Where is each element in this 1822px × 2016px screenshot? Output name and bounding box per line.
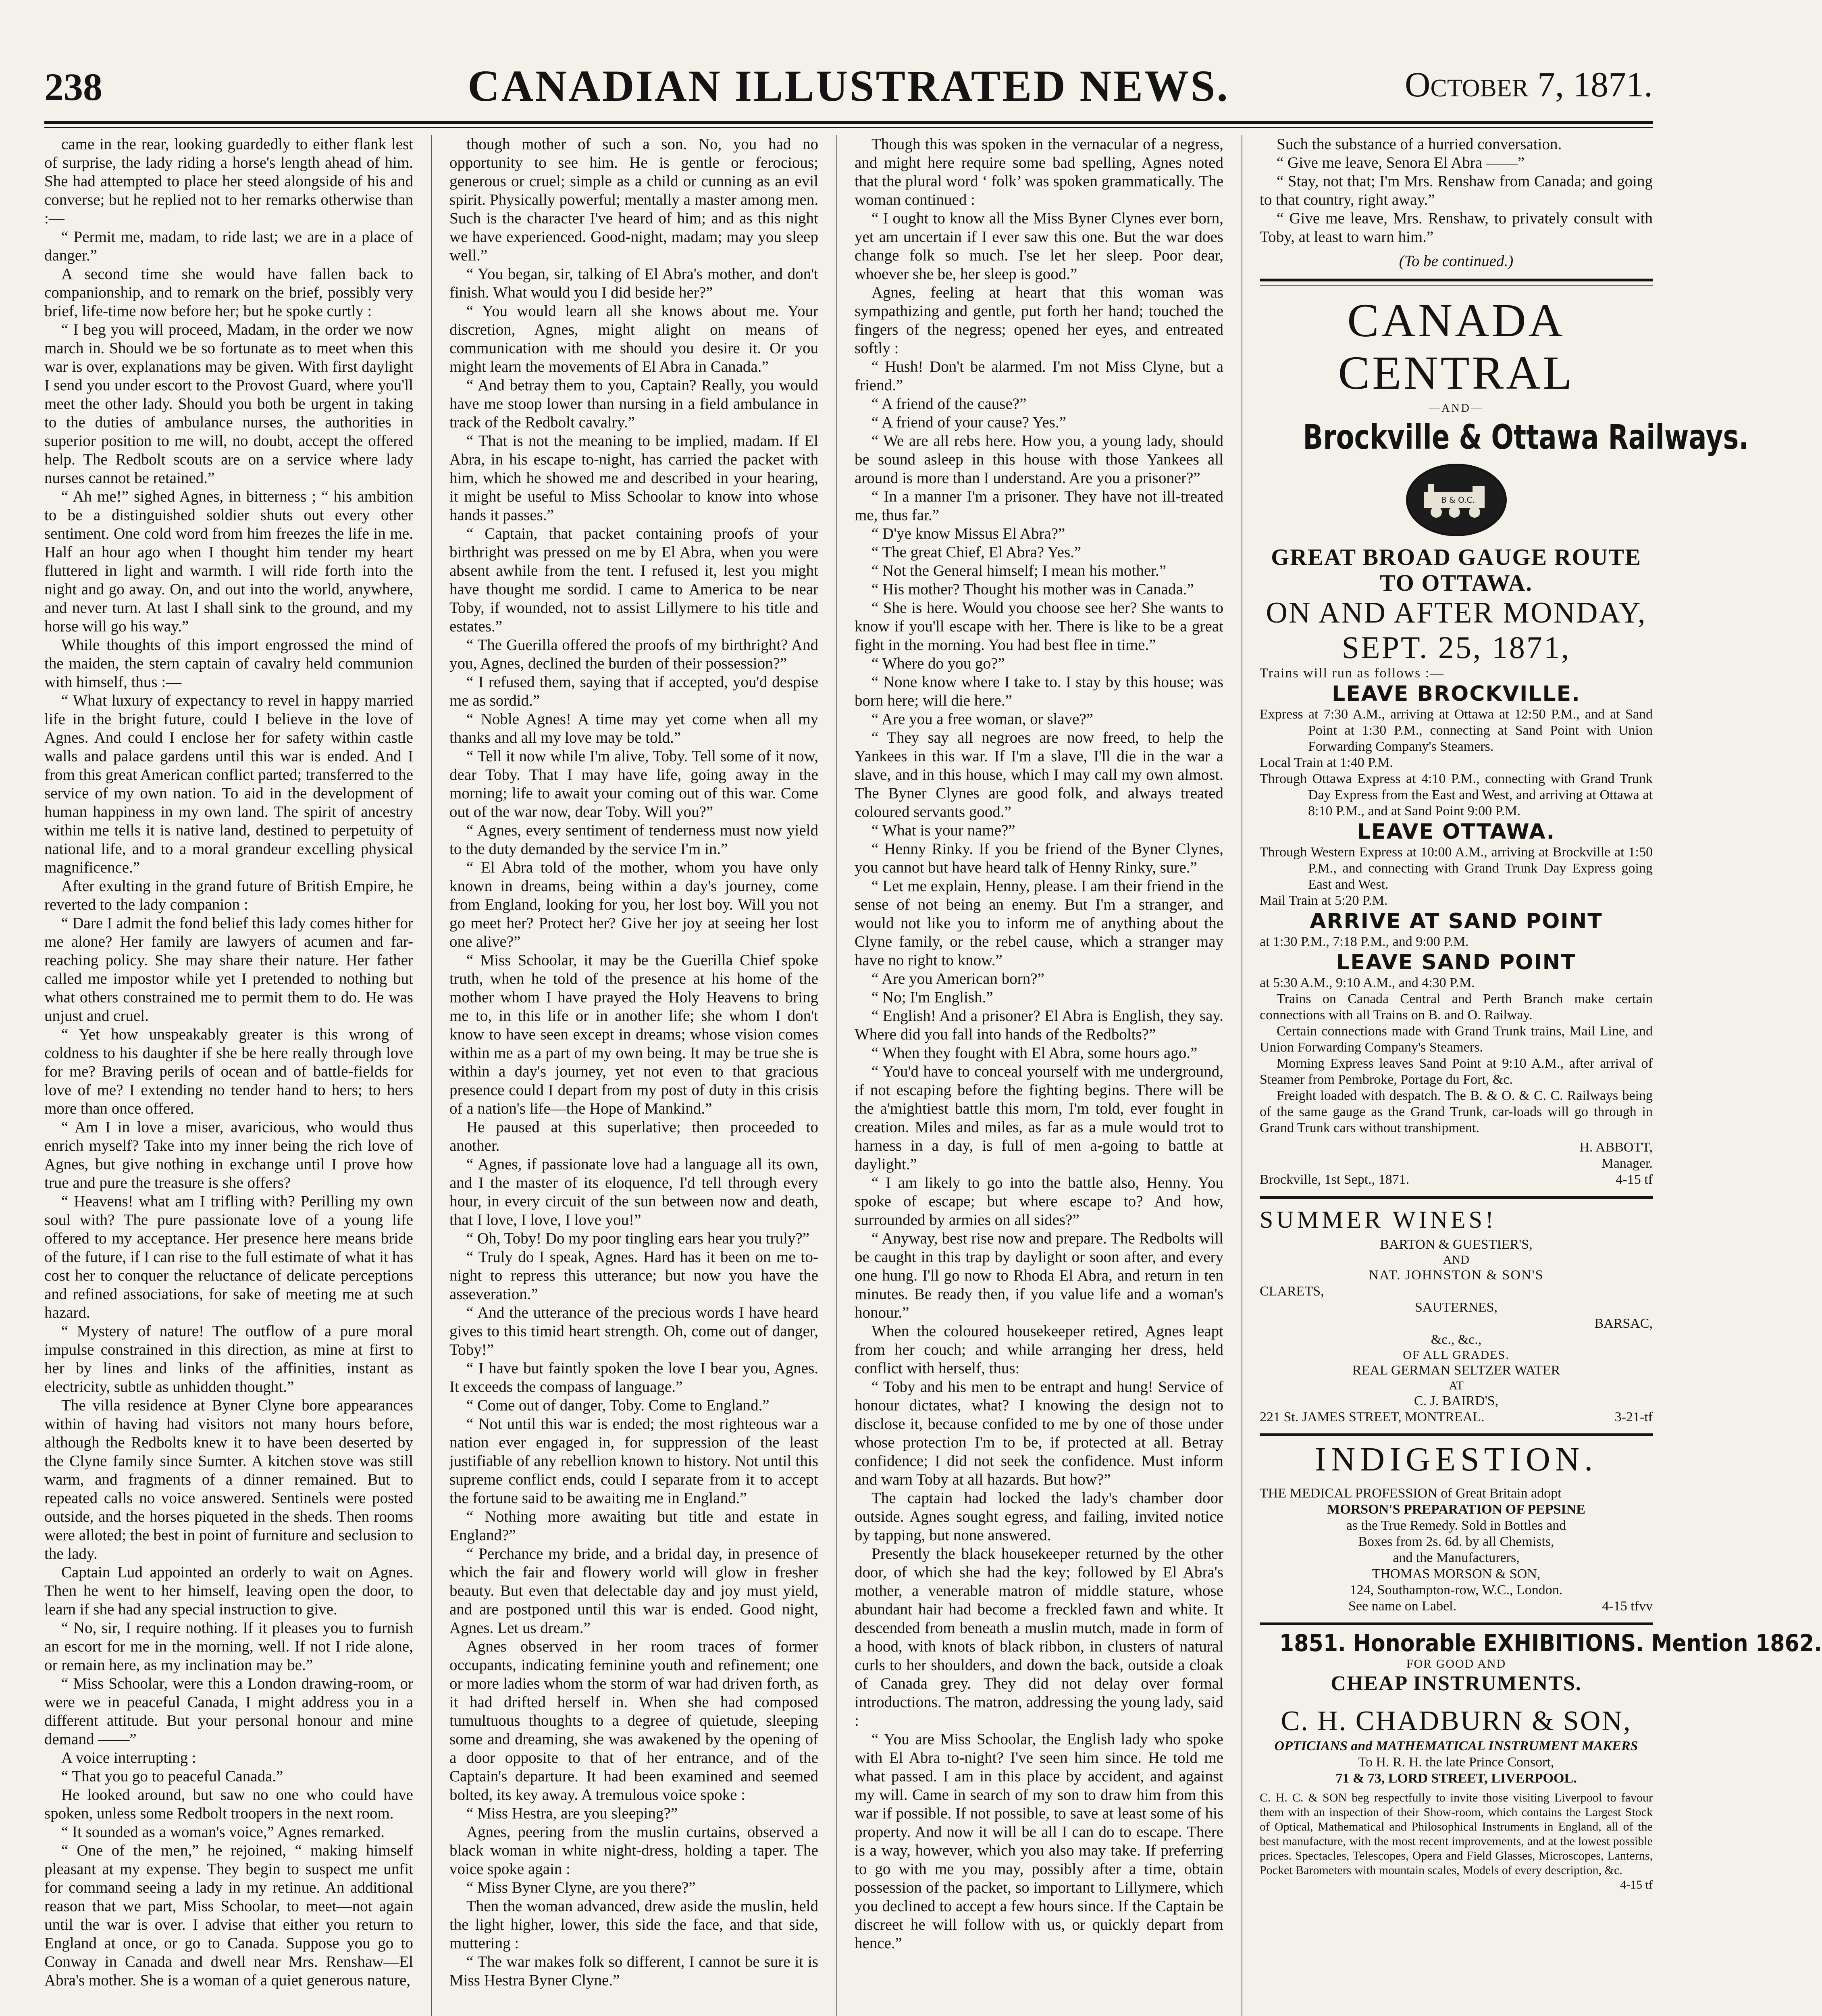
story-paragraph: “ Hush! Don't be alarmed. I'm not Miss Clyne, but a friend.” [855, 358, 1223, 394]
story-paragraph: “ When they fought with El Abra, some hours ago.” [871, 1044, 1198, 1062]
story-paragraph: A voice interrupting : [61, 1749, 196, 1766]
story-paragraph: “ What luxury of expectancy to revel in happy married life in the bright future, could I believe in the love of Agnes. And could I enclose her for safety within castle walls and palace gardens until this war is ended. And I from this great American conflict parted; transferred to the service of my own nation. To aid in the development of human happiness in my own land. The spirit of ancestry within me tells it is native land, destined to perpetuity of national life, and to a moral grandeur excelling physical magnificence.” [44, 692, 413, 876]
story-paragraph: “ That you go to peaceful Canada.” [61, 1768, 283, 1785]
railway-ref: 4-15 tf [1616, 1172, 1653, 1187]
indigestion-title: INDIGESTION. [1315, 1441, 1598, 1478]
story-paragraph: Agnes, peering from the muslin curtains, observed a black woman in white night-dress, holding a taper. The voice spoke again : [449, 1823, 818, 1878]
newspaper-title: CANADIAN ILLUSTRATED NEWS. [468, 61, 1229, 110]
indigestion-line: Boxes from 2s. 6d. by all Chemists, [1358, 1534, 1554, 1549]
to-be-continued: (To be continued.) [1399, 252, 1514, 270]
arrive-sand-point-heading: ARRIVE AT SAND POINT [1310, 909, 1603, 933]
wines-barsac: BARSAC, [1594, 1316, 1653, 1331]
indigestion-line: as the True Remedy. Sold in Bottles and [1346, 1518, 1566, 1533]
story-paragraph: “ Tell it now while I'm alive, Toby. Tell some of it now, dear Toby. That I may have life, going away in the morning; life to await your coming out of this war. Come out of the war now, dear Toby. Will you?” [449, 748, 818, 821]
column-divider [431, 135, 432, 2016]
story-paragraph: A second time she would have fallen back to companionship, and to remark on the brief, possibly very brief, life-time now before her; but he spoke curtly : [44, 265, 413, 320]
railway-note: Morning Express leaves Sand Point at 9:10 A.M., after arrival of Steamer from Pembroke, Portage du Fort, &c. [1260, 1056, 1653, 1087]
story-paragraph: “ You began, sir, talking of El Abra's mother, and don't finish. What would you I did beside her?” [449, 265, 818, 301]
story-paragraph: “ Nothing more awaiting but title and estate in England?” [449, 1508, 818, 1544]
wines-claret: CLARETS, [1260, 1284, 1324, 1299]
wines-at: AT [1449, 1379, 1464, 1392]
story-paragraph: When the coloured housekeeper retired, Agnes leapt from her couch; and while arranging her dress, held conflict with herself, thus: [855, 1322, 1223, 1377]
chadburn-body: C. H. C. & SON beg respectfully to invite those visiting Liverpool to favour them with an inspection of their Show-room, which contains the Largest Stock of Optical, Mathematical and Philosophical Instruments in England, all of the best manufacture, with the most recent improvements, and at the lowest possible prices. Spectacles, Telescopes, Opera and Field Glasses, Microscopes, Lanterns, Pocket Barometers with mountain scales, Models of every description, &c. [1260, 1791, 1653, 1877]
story-paragraph: “ They say all negroes are now freed, to help the Yankees in this war. If I'm a slave, I'll die in the war a slave, and in this house, which I may call my own almost. The Byner Clynes are good folk, and always treated coloured servants good.” [855, 729, 1223, 821]
story-paragraph: “ I ought to know all the Miss Byner Clynes ever born, yet am uncertain if I ever saw this one. But the war does change folk so much. I'se let her sleep. Poor dear, whoever she be, her sleep is good.” [855, 210, 1223, 283]
locomotive-icon [1416, 478, 1497, 522]
wines-address: 221 St. JAMES STREET, MONTREAL. [1260, 1410, 1485, 1425]
railway-signature-title: Manager. [1601, 1156, 1653, 1171]
railway-signature: H. ABBOTT, [1579, 1140, 1653, 1155]
story-paragraph: “ I refused them, saying that if accepted, you'd despise me as sordid.” [449, 673, 818, 709]
wines-title: SUMMER WINES! [1260, 1206, 1497, 1233]
railway-note: Trains on Canada Central and Perth Branch make certain connections with all Trains on B. and O. Railway. [1260, 991, 1653, 1023]
wines-footer [1260, 1409, 1653, 1425]
railway-subtitle: Brockville & Ottawa Railways. [1303, 417, 1749, 457]
story-paragraph: “ Permit me, madam, to ride last; we are in a place of danger.” [44, 228, 413, 264]
story-paragraph: “ The great Chief, El Abra? Yes.” [871, 544, 1082, 561]
chadburn-ref: 4-15 tf [1620, 1878, 1653, 1891]
leave-ottawa-heading: LEAVE OTTAWA. [1357, 820, 1556, 844]
wines-advertisement [1260, 1203, 1653, 1425]
wines-line: BARTON & GUESTIER'S, [1380, 1237, 1533, 1252]
story-paragraph: “ You are Miss Schoolar, the English lady who spoke with El Abra to-night? I've seen him since. He told me what passed. I am in this place by accident, and against my will. Came in search of my son to draw him from this war if possible. If not possible, to save at least some of his property. And now it will be all I can do to escape. There is a way, however, which you also may take. If preferring to go with me you may, possibly after a time, obtain possession of the packet, so important to Lillymere, which you declined to accept a few hours since. If the Captain be discreet he will follow with us, or quickly depart from hence.” [855, 1731, 1223, 1952]
story-paragraph: “ You'd have to conceal yourself with me underground, if not escaping before the fighting begins. There will be the a'mightiest battle this morn, I'm told, ever fought in creation. Miles and miles, as far as a mule would trot to harness in a day, is full of men a-going to battle at daylight.” [855, 1063, 1223, 1173]
arrive-sand-point-times: at 1:30 P.M., 7:18 P.M., and 9:00 P.M. [1260, 934, 1469, 949]
wines-baird: C. J. BAIRD'S, [1414, 1393, 1499, 1408]
timetable-line: Express at 7:30 A.M., arriving at Ottawa at 12:50 P.M., and at Sand Point at 1:30 P.M., connecting at Sand Point with Union Forwarding Company's Steamers. [1260, 707, 1653, 754]
wines-grades: OF ALL GRADES. [1403, 1348, 1510, 1362]
story-paragraph: “ She is here. Would you choose see her? She wants to know if you'll escape with her. There is like to be a great fight in the morning. You had best flee in time.” [855, 599, 1223, 654]
story-paragraph: “ The war makes folk so different, I cannot be sure it is Miss Hestra Byner Clyne.” [449, 1953, 818, 1989]
story-paragraph: “ Henny Rinky. If you be friend of the Byner Clynes, you cannot but have heard talk of Henny Rinky, sure.” [855, 840, 1223, 876]
story-paragraph: “ The Guerilla offered the proofs of my birthright? And you, Agnes, declined the burden of their possession?” [449, 636, 818, 672]
story-paragraph: “ Anyway, best rise now and prepare. The Redbolts will be caught in this trap by daylight or soon after, and every one hung. I'll go now to Rhoda El Abra, and return in ten minutes. Be ready then, if you value life and a woman's honour.” [855, 1230, 1223, 1321]
railway-place-date: Brockville, 1st Sept., 1871. [1260, 1172, 1410, 1187]
wines-and: AND [1443, 1253, 1469, 1266]
story-paragraph: “ Miss Byner Clyne, are you there?” [466, 1879, 696, 1896]
story-paragraph: “ Noble Agnes! A time may yet come when all my thanks and all my love may be told.” [449, 710, 818, 746]
story-paragraph: “ Give me leave, Mrs. Renshaw, to privately consult with Toby, at least to warn him.” [1260, 210, 1653, 246]
story-paragraph: “ Agnes, every sentiment of tenderness must now yield to the duty demanded by the service I'm in.” [449, 822, 818, 858]
story-paragraph: “ A friend of the cause?” [871, 395, 1027, 412]
ad-rule-thin [1260, 285, 1653, 286]
story-paragraph: “ His mother? Thought his mother was in Canada.” [871, 581, 1194, 598]
chadburn-exhibitions: 1851. Honorable EXHIBITIONS. Mention 1862. [1279, 1629, 1822, 1657]
story-paragraph: “ Agnes, if passionate love had a language all its own, and I the master of its eloquence, I'd tell through every hour, in every circuit of the sun between now and death, that I love, I love, I love you!” [449, 1156, 818, 1229]
leave-sand-point-heading: LEAVE SAND POINT [1336, 950, 1576, 975]
wines-sauternes: SAUTERNES, [1415, 1300, 1498, 1315]
story-paragraph: “ I am likely to go into the battle also, Henny. You spoke of escape; but where escape to? And how, surrounded by armies on all sides?” [855, 1174, 1223, 1229]
story-paragraph: “ No; I'm English.” [871, 989, 993, 1006]
railway-note: Freight loaded with despatch. The B. & O. & C. C. Railways being of the same gauge as the Grand Trunk, car-loads will go through in Grand Trunk cars without transhipment. [1260, 1088, 1653, 1135]
story-paragraph: “ Captain, that packet containing proofs of your birthright was pressed on me by El Abra, when you were absent awhile from the tent. I refused it, lest you might have thought me sordid. I came to America to be near Toby, if wounded, not to assist Lillymere to his title and estates.” [449, 525, 818, 635]
story-paragraph: “ Are you a free woman, or slave?” [871, 710, 1094, 728]
story-paragraph: “ Dare I admit the fond belief this lady comes hither for me alone? Her family are lawyers of acumen and far-reaching policy. She may share their nature. Her father called me impostor while yet I pretended to nothing but what others constrained me to permit them to do. He was unjust and cruel. [44, 914, 413, 1025]
story-paragraph: “ D'ye know Missus El Abra?” [871, 525, 1065, 542]
indigestion-line: THE MEDICAL PROFESSION of Great Britain adopt [1260, 1486, 1562, 1501]
wines-line: NAT. JOHNSTON & SON'S [1369, 1268, 1544, 1283]
story-paragraph: “ Stay, not that; I'm Mrs. Renshaw from Canada; and going to that country, right away.” [1260, 173, 1653, 208]
leave-brockville-heading: LEAVE BROCKVILLE. [1332, 682, 1581, 706]
masthead [44, 60, 1653, 117]
issue-date: October 7, 1871. [1404, 65, 1653, 104]
svg-text:B & O.C.: B & O.C. [1441, 495, 1475, 505]
railway-on-and-after: ON AND AFTER MONDAY, [1266, 596, 1647, 629]
story-column-2 [449, 135, 818, 2016]
ad-rule [1260, 1196, 1653, 1199]
story-paragraph: “ Truly do I speak, Agnes. Hard has it been on me to-night to repress this utterance; but now you have the asseveration.” [449, 1248, 818, 1303]
railway-note: Certain connections made with Grand Trunk trains, Mail Line, and Union Forwarding Company's Steamers. [1260, 1024, 1653, 1055]
story-paragraph: Though this was spoken in the vernacular of a negress, and might here require some bad spelling, Agnes noted that the plural word ‘ folk’ was spoken grammatically. The woman continued : [855, 135, 1223, 208]
indigestion-footer [1260, 1598, 1653, 1614]
timetable-line: Through Ottawa Express at 4:10 P.M., connecting with Grand Trunk Day Express from the East and West, and arriving at Ottawa at 8:10 P.M., and at Sand Point 9:00 P.M. [1260, 771, 1653, 818]
story-paragraph: “ A friend of your cause? Yes.” [871, 414, 1067, 431]
railway-and: —AND— [1429, 402, 1484, 414]
story-paragraph: “ El Abra told of the mother, whom you have only known in dreams, being within a day's journey, come from England, looking for you, her lost boy. Will you not go meet her? Protect her? Give her joy at seeing her lost one alive?” [449, 859, 818, 950]
story-paragraph: “ And betray them to you, Captain? Really, you would have me stoop lower than nursing in a field ambulance in track of the Redbolt cavalry.” [449, 377, 818, 431]
story-paragraph: “ I have but faintly spoken the love I bear you, Agnes. It exceeds the compass of language.” [449, 1360, 818, 1395]
story-paragraph: Agnes, feeling at heart that this woman was sympathizing and gentle, put forth her hand; touched the fingers of the negress; opened her eyes, and entreated softly : [855, 284, 1223, 357]
timetable-line: Local Train at 1:40 P.M. [1260, 755, 1393, 770]
wines-ref: 3-21-tf [1614, 1410, 1653, 1425]
chadburn-name: C. H. CHADBURN & SON, [1281, 1706, 1632, 1737]
story-paragraph: “ Not the General himself; I mean his mother.” [871, 562, 1167, 579]
story-paragraph: “ Am I in love a miser, avaricious, who would thus enrich myself? Take into my inner being the rich love of Agnes, but give nothing in exchange until I prove how true and pure the treasure is she offers? [44, 1118, 413, 1191]
ad-rule [1260, 1622, 1653, 1625]
story-column-1 [44, 135, 413, 2016]
story-paragraph: After exulting in the grand future of British Empire, he reverted to the lady companion : [44, 877, 413, 913]
railway-advertisement [1260, 294, 1749, 1188]
column-divider [836, 135, 837, 2016]
story-paragraph: “ That is not the meaning to be implied, madam. If El Abra, in his escape to-night, has carried the packet with him, which he showed me and described in your hearing, it might be useful to Miss Schoolar to know into whose hands it passes.” [449, 432, 818, 524]
story-paragraph: The captain had locked the lady's chamber door outside. Agnes sought egress, and failing, invited notice by tapping, but none answered. [855, 1489, 1223, 1544]
wines-etc: &c., &c., [1431, 1332, 1482, 1347]
story-ending [1260, 135, 1653, 271]
story-paragraph: Presently the black housekeeper returned by the other door, of which she had the key; followed by El Abra's mother, a venerable matron of middle stature, whose abundant hair had become a freckled fawn and white. It descended from beneath a muslin mutch, made in form of a hood, with knots of black ribbon, in clusters of natural curls to her shoulders, and down the back, outside a cloak of Canada grey. They did not delay over formal introductions. The matron, addressing the young lady, said : [855, 1545, 1223, 1729]
story-paragraph: “ It sounded as a woman's voice,” Agnes remarked. [61, 1823, 385, 1841]
story-paragraph: “ And the utterance of the precious words I have heard gives to this timid heart strength. Oh, come out of danger, Toby!” [449, 1304, 818, 1358]
story-paragraph: “ Yet how unspeakably greater is this wrong of coldness to his daughter if she be here really through love for me? Braving perils of ocean and of battle-fields for love of me? I extending no tender hand to hers; to hers more than once offered. [44, 1026, 413, 1117]
wines-seltzer: REAL GERMAN SELTZER WATER [1352, 1363, 1560, 1378]
story-paragraph: though mother of such a son. No, you had no opportunity to see him. He is gentle or ferocious; generous or cruel; simple as a child or cunning as an evil spirit. Physically powerful; mentally a master among men. Such is the character I've heard of him; and as this night we have experienced. Good-night, madam; may you sleep well.” [449, 135, 818, 264]
story-paragraph: Agnes observed in her room traces of former occupants, indicating feminine youth and refinement; one or more ladies whom the storm of war had driven forth, as it had drifted herself in. When she had composed tumultuous thoughts to a degree of quietude, sleeping some and dreaming, she was awakened by the opening of a door opposite to that of her entrance, and of the Captain's departure. It had been examined and seemed bolted, its key away. A tremulous voice spoke : [449, 1638, 818, 1804]
masthead-rule [44, 121, 1653, 124]
story-paragraph: came in the rear, looking guardedly to either flank lest of surprise, the lady riding a horse's length ahead of him. She had attempted to place her steed alongside of his and converse; but he replied not to her remarks otherwise than :— [44, 135, 413, 227]
railway-route: GREAT BROAD GAUGE ROUTE TO OTTAWA. [1271, 544, 1641, 596]
story-paragraph: “ Ah me!” sighed Agnes, in bitterness ; “ his ambition to be a distinguished soldier shuts out every other sentiment. One cold word from him freezes the life in me. Half an hour ago when I thought him tender my heart fluttered in light and warmth. I will ride forth into the night and go away. On, and out into the world, anywhere, and never turn. At last I shall sink to the ground, and my horse will go his way.” [44, 488, 413, 635]
masthead-rule-thin [44, 127, 1653, 128]
story-paragraph: He looked around, but saw no one who could have spoken, unless some Redbolt troopers in the next room. [44, 1786, 413, 1822]
story-paragraph: “ I beg you will proceed, Madam, in the order we now march in. Should we be so fortunate as to meet when this war is over, explanations may be given. With first daylight I send you under escort to the Provost Guard, where you'll meet the other lady. Should you both be urgent in taking to the duties of ambulance nurses, the authorities in superior position to me will, no doubt, accept the offered help. The Redbolt scouts are on a service where lady nurses cannot be retained.” [44, 321, 413, 487]
timetable-line: Through Western Express at 10:00 A.M., arriving at Brockville at 1:50 P.M., and connecting with Grand Trunk Day Express going East and West. [1260, 845, 1653, 892]
story-paragraph: “ No, sir, I require nothing. If it pleases you to furnish an escort for me in the morning, well. If not I ride alone, or remain here, as my inclination may be.” [44, 1619, 413, 1674]
indigestion-label-note: See name on Label. [1348, 1599, 1457, 1614]
chadburn-royal: To H. R. H. the late Prince Consort, [1358, 1755, 1554, 1770]
story-paragraph: “ Give me leave, Senora El Abra ——” [1277, 154, 1525, 171]
story-and-ads-column [1260, 135, 1822, 2016]
story-paragraph: “ Miss Schoolar, were this a London drawing-room, or were we in peaceful Canada, I might address you in a different attitude. But your personal honour and mine demand ——” [44, 1675, 413, 1748]
story-paragraph: “ None know where I take to. I stay by this house; was born here; will die here.” [855, 673, 1223, 709]
story-paragraph: “ Toby and his men to be entrapt and hung! Service of honour dictates, what? I knowing the design not to disclose it, because confided to me by one of those under whose protection I'm to be, if protected at all. Betray confidence; I did not seek the confidence. Must inform and warn Toby at all hazards. But how?” [855, 1378, 1223, 1488]
page-number: 238 [44, 65, 102, 108]
chadburn-trade: OPTICIANS and MATHEMATICAL INSTRUMENT MAKERS [1274, 1739, 1638, 1754]
story-paragraph: “ Miss Hestra, are you sleeping?” [466, 1805, 678, 1822]
story-paragraph: “ Heavens! what am I trifling with? Perilling my own soul with? The pure passionate love of a young life offered to my acceptance. Her presence here means bride of the future, if I can rise to the full estimate of what it has cost her to conquer the reluctance of delicate perceptions and refined associations, for sake of meeting me at such hazard. [44, 1193, 413, 1321]
story-paragraph: “ English! And a prisoner? El Abra is English, they say. Where did you fall into hands of the Redbolts?” [855, 1007, 1223, 1043]
story-paragraph: “ What is your name?” [871, 822, 1015, 839]
story-paragraph: “ Are you American born?” [871, 970, 1044, 987]
railway-trains-note: Trains will run as follows :— [1260, 666, 1445, 681]
chadburn-address: 71 & 73, LORD STREET, LIVERPOOL. [1335, 1771, 1577, 1786]
timetable-line: Mail Train at 5:20 P.M. [1260, 893, 1388, 908]
story-paragraph: “ Miss Schoolar, it may be the Guerilla Chief spoke truth, when he told of the presence at his home of the mother whom I have prayed the Holy Heavens to bring me to, in this life or in another life; she whom I don't know to have seen except in dreams; whose vision comes within me as a part of my own being. It may be true she is within a day's journey, yet not even to that gracious presence could I depart from my post of duty in this crisis of a nation's life—the Hope of Mankind.” [449, 952, 818, 1117]
railway-start-date: SEPT. 25, 1871, [1342, 630, 1571, 665]
story-paragraph: The villa residence at Byner Clyne bore appearances within of having had visitors not many hours before, although the Redbolts knew it to have been deserted by the Clyne family since Sumter. A kitchen stove was still warm, and fragments of a dinner remained. But to repeated calls no voice answered. Sentinels were posted outside, and the horses piqueted in the sheds. Then rooms were alloted; the best in point of furniture and seclusion to the lady. [44, 1397, 413, 1562]
story-paragraph: “ One of the men,” he rejoined, “ making himself pleasant at my expense. They begin to suspect me unfit for command seeing a lady in my retinue. An additional reason that we part, Miss Schoolar, to meet—not again until the war is over. I advise that either you return to England at once, or go to Canada. Suppose you go to Conway in Canada and dwell near Mrs. Renshaw—El Abra's mother. She is a woman of a quiet generous nature, [44, 1842, 413, 1989]
story-paragraph: Captain Lud appointed an orderly to wait on Agnes. Then he went to her himself, leaving open the door, to learn if she had any special instruction to give. [44, 1564, 413, 1618]
story-paragraph: “ Mystery of nature! The outflow of a pure moral impulse constrained in this direction, as mine at first to her by lines and links of the affinities, instant as electricity, subtle as unhidden thought.” [44, 1322, 413, 1395]
indigestion-maker: THOMAS MORSON & SON, [1372, 1566, 1541, 1581]
story-paragraph: Such the substance of a hurried conversation. [1277, 135, 1562, 153]
chadburn-advertisement [1260, 1629, 1822, 1892]
railway-footer [1260, 1172, 1653, 1188]
leave-sand-point-times: at 5:30 A.M., 9:10 A.M., and 4:30 P.M. [1260, 975, 1475, 990]
story-paragraph: Then the woman advanced, drew aside the muslin, held the light higher, lower, this side the face, and that side, muttering : [449, 1897, 818, 1952]
story-paragraph: “ Not until this war is ended; the most righteous war a nation ever engaged in, for suppression of the least justifiable of any rebellion known to history. Not until this supreme conflict ends, could I separate from it to accept the fortune said to be awaiting me in England.” [449, 1415, 818, 1507]
story-paragraph: “ Come out of danger, Toby. Come to England.” [466, 1397, 770, 1414]
story-paragraph: “ You would learn all she knows about me. Your discretion, Agnes, might alight on means of communication with me should you desire it. Or you might learn the movements of El Abra in Canada.” [449, 302, 818, 375]
indigestion-address: 124, Southampton-row, W.C., London. [1350, 1583, 1563, 1597]
ad-rule [1260, 1433, 1653, 1436]
story-column-3 [855, 135, 1223, 2016]
chadburn-cheap: CHEAP INSTRUMENTS. [1331, 1672, 1582, 1695]
ad-rule [1260, 279, 1653, 281]
railway-title: CANADA CENTRAL [1338, 294, 1574, 399]
indigestion-product: MORSON'S PREPARATION OF PEPSINE [1327, 1502, 1585, 1517]
story-paragraph: “ We are all rebs here. How you, a young lady, should be sound asleep in this house with those Yankees all around is more than I understand. Are you a prisoner?” [855, 432, 1223, 487]
story-paragraph: “ Perchance my bride, and a bridal day, in presence of which the fair and flowery world will glow in fresher beauty. But even that delectable day and joy must yield, and are postponed until this war is ended. Good night, Agnes. Let us dream.” [449, 1545, 818, 1637]
story-paragraph: “ In a manner I'm a prisoner. They have not ill-treated me, thus far.” [855, 488, 1223, 524]
story-paragraph: “ Oh, Toby! Do my poor tingling ears hear you truly?” [466, 1230, 810, 1247]
story-paragraph: While thoughts of this import engrossed the mind of the maiden, the stern captain of cavalry held communion with himself, thus :— [44, 636, 413, 691]
chadburn-for-good: FOR GOOD AND [1406, 1657, 1506, 1670]
indigestion-advertisement [1260, 1440, 1653, 1614]
story-paragraph: “ Let me explain, Henny, please. I am their friend in the sense of not being an enemy. But I'm a stranger, and would not like you to inform me of anything about the Clyne family, or the rebel cause, which a stranger may have no right to know.” [855, 877, 1223, 969]
story-paragraph: He paused at this superlative; then proceeded to another. [449, 1118, 818, 1154]
indigestion-ref: 4-15 tfvv [1602, 1599, 1653, 1614]
indigestion-line: and the Manufacturers, [1393, 1550, 1520, 1565]
locomotive-badge-icon [1406, 464, 1507, 536]
story-paragraph: “ Where do you go?” [871, 655, 1005, 672]
